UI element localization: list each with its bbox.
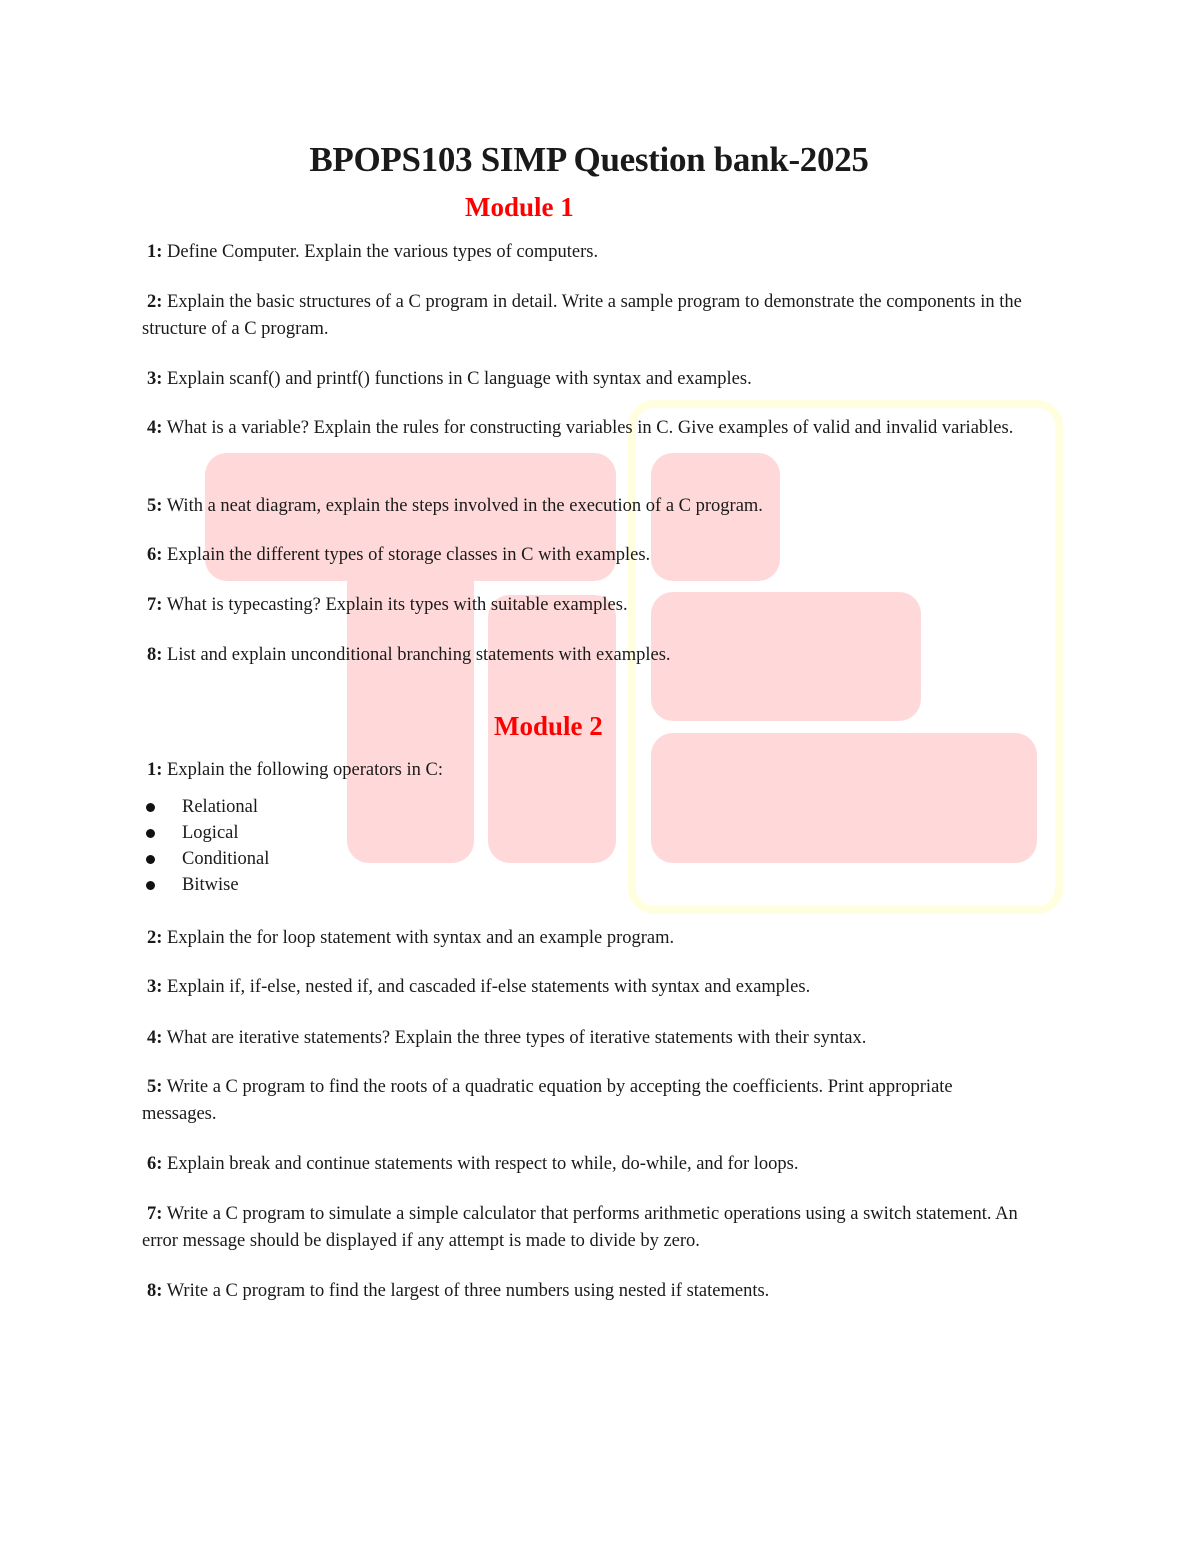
bullet-icon <box>146 881 155 890</box>
question-text: Write a C program to simulate a simple calculator that performs arithmetic operations using a switch statement. An error message should be displayed if any attempt is made to divide by zero. <box>142 1204 1018 1251</box>
question-text: Explain if, if-else, nested if, and cascaded if-else statements with syntax and examples. <box>162 977 811 997</box>
question-number: 6: <box>147 545 163 565</box>
question-number: 1: <box>147 760 163 780</box>
module-2-question-5 <box>142 1074 1022 1128</box>
question-number: 7: <box>147 1204 163 1224</box>
module-2-question-4 <box>142 1025 1022 1052</box>
module-2-question-7 <box>142 1201 1042 1255</box>
list-item: Relational <box>146 794 269 820</box>
module-1-question-5 <box>142 493 1022 520</box>
module-2-heading: Module 2 <box>494 711 603 741</box>
question-text: Explain break and continue statements with respect to while, do-while, and for loops. <box>162 1154 799 1174</box>
question-number: 6: <box>147 1154 163 1174</box>
list-item: Conditional <box>146 846 269 872</box>
bullet-icon <box>146 829 155 838</box>
module-1-question-6 <box>142 542 1022 569</box>
question-text: Explain the different types of storage classes in C with examples. <box>162 545 651 565</box>
watermark-shape-large <box>651 733 1037 863</box>
module-1-question-3 <box>142 366 1022 393</box>
module-2-question-2 <box>142 925 1022 952</box>
question-number: 8: <box>147 1281 163 1301</box>
module-2-question-1 <box>142 757 1022 784</box>
question-number: 5: <box>147 496 163 516</box>
module-1-question-7 <box>142 592 1022 619</box>
question-number: 2: <box>147 928 163 948</box>
question-text: Explain the basic structures of a C program in detail. Write a sample program to demonstrate the components in the structure of a C program. <box>142 292 1022 339</box>
module-1-question-8 <box>142 642 1022 669</box>
question-text: Write a C program to find the largest of three numbers using nested if statements. <box>162 1281 770 1301</box>
question-number: 7: <box>147 595 163 615</box>
question-text: What is a variable? Explain the rules for constructing variables in C. Give examples of valid and invalid variables. <box>162 418 1014 438</box>
document-title: BPOPS103 SIMP Question bank-2025 <box>309 140 869 179</box>
question-number: 4: <box>147 418 163 438</box>
question-text: With a neat diagram, explain the steps involved in the execution of a C program. <box>162 496 763 516</box>
question-text: Write a C program to find the roots of a quadratic equation by accepting the coefficients. Print appropriate messages. <box>142 1077 953 1124</box>
module-1-question-2 <box>142 289 1022 343</box>
question-text: Explain scanf() and printf() functions in C language with syntax and examples. <box>162 369 752 389</box>
list-item: Bitwise <box>146 872 269 898</box>
question-text: What are iterative statements? Explain the three types of iterative statements with their syntax. <box>162 1028 867 1048</box>
bullet-icon <box>146 855 155 864</box>
module-2-question-3 <box>142 974 1022 1001</box>
question-number: 4: <box>147 1028 163 1048</box>
question-number: 8: <box>147 645 163 665</box>
module-2-question-8 <box>142 1278 1022 1305</box>
bullet-icon <box>146 803 155 812</box>
list-item: Logical <box>146 820 269 846</box>
question-text: What is typecasting? Explain its types with suitable examples. <box>162 595 628 615</box>
module-1-question-1 <box>142 239 1022 266</box>
module-2-question-6 <box>142 1151 1022 1178</box>
question-text: Explain the following operators in C: <box>162 760 443 780</box>
module-1-heading: Module 1 <box>465 192 574 222</box>
question-number: 5: <box>147 1077 163 1097</box>
question-text: List and explain unconditional branching statements with examples. <box>162 645 671 665</box>
module-1-question-4 <box>142 415 1022 442</box>
question-number: 2: <box>147 292 163 312</box>
question-number: 3: <box>147 369 163 389</box>
question-number: 3: <box>147 977 163 997</box>
question-text: Explain the for loop statement with syntax and an example program. <box>162 928 675 948</box>
operator-list <box>146 794 269 898</box>
question-text: Define Computer. Explain the various types of computers. <box>162 242 599 262</box>
question-number: 1: <box>147 242 163 262</box>
